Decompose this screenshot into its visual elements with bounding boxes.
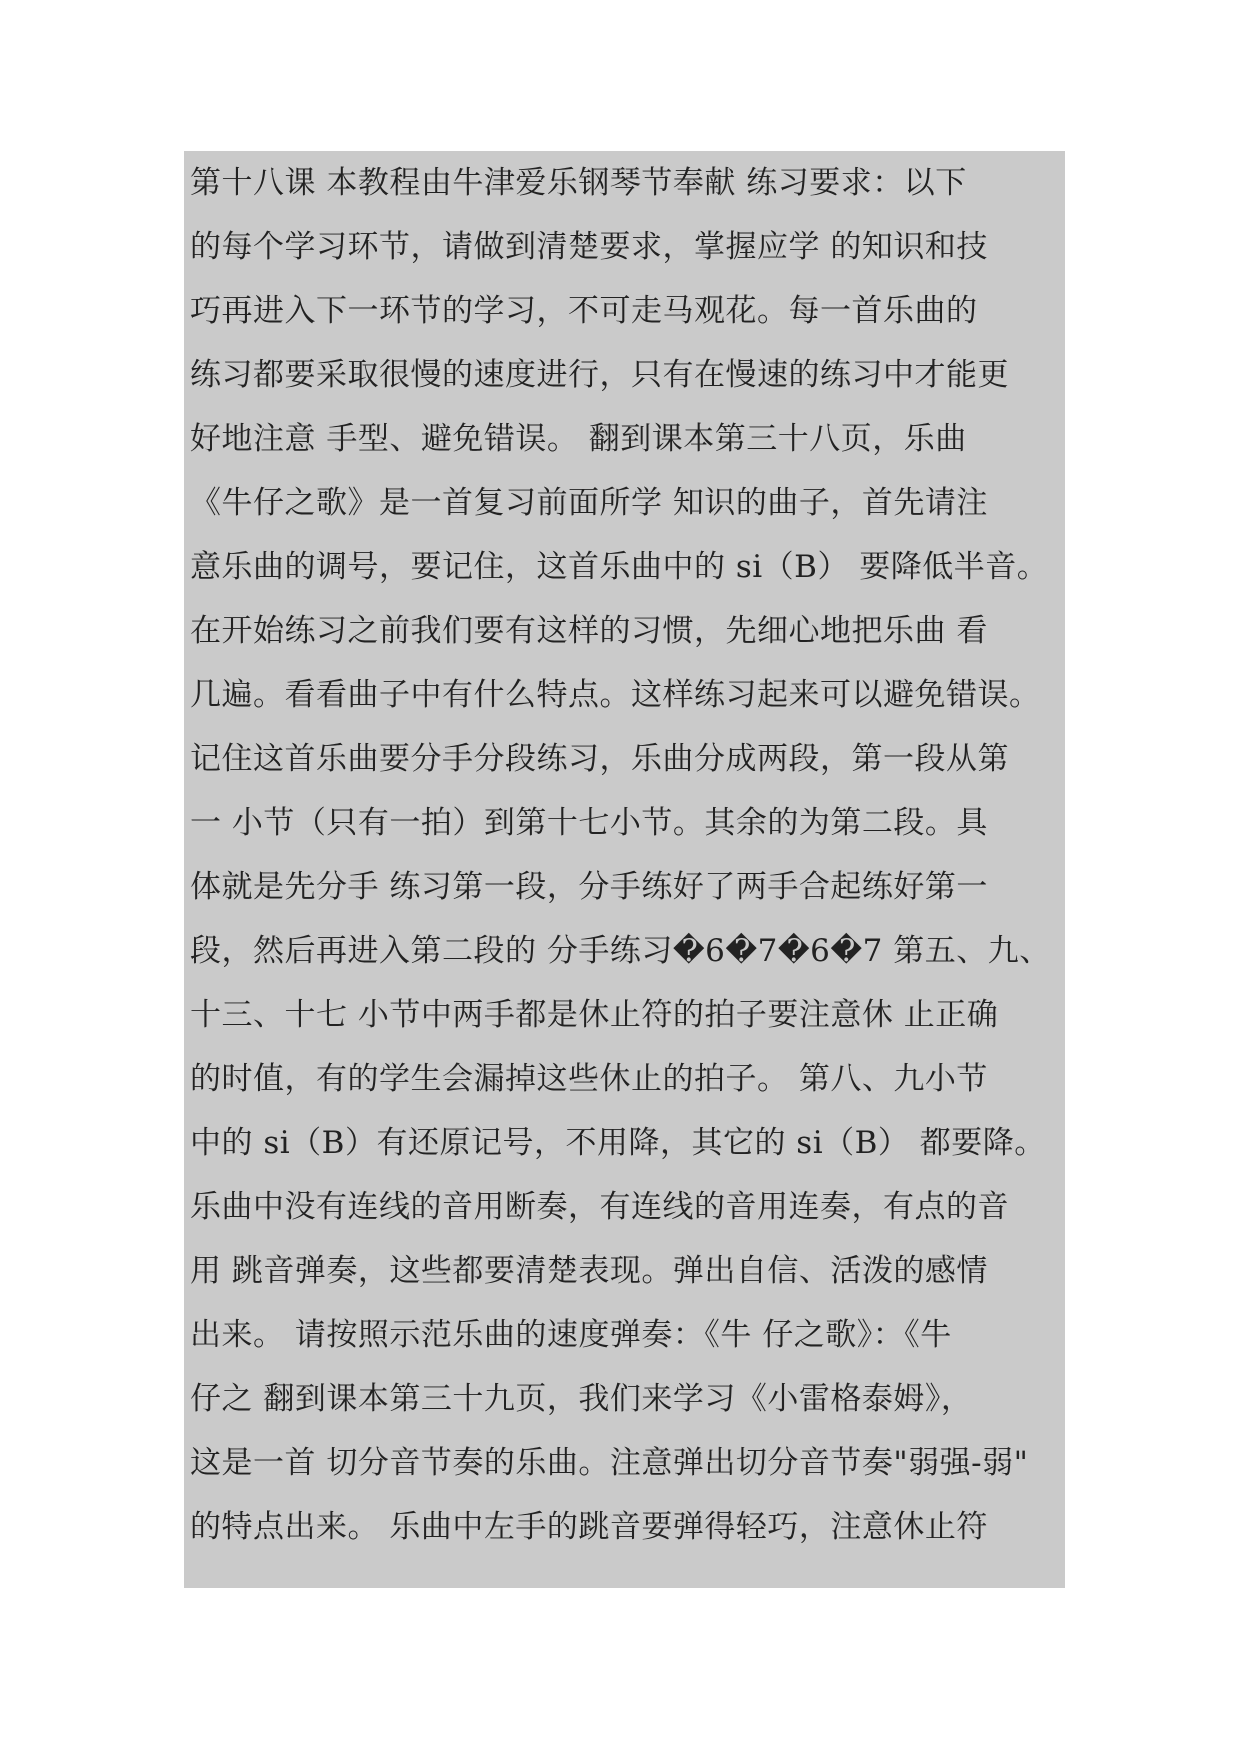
text-line-5: 好地注意 手型、避免错误。 翻到课本第三十八页，乐曲 [190, 421, 967, 457]
text-line-1: 第十八课 本教程由牛津爱乐钢琴节奉献 练习要求：以下 [190, 165, 967, 201]
text-line-3: 巧再进入下一环节的学习，不可走马观花。每一首乐曲的 [190, 293, 978, 329]
text-line-8: 在开始练习之前我们要有这样的习惯，先细心地把乐曲 看 [190, 613, 988, 649]
text-line-16: 中的 si（B）有还原记号，不用降，其它的 si（B） 都要降。 [190, 1125, 1046, 1161]
text-line-21: 这是一首 切分音节奏的乐曲。注意弹出切分音节奏"弱强-弱" [190, 1445, 1029, 1481]
text-line-15: 的时值，有的学生会漏掉这些休止的拍子。 第八、九小节 [190, 1061, 988, 1097]
text-line-11: 一 小节（只有一拍）到第十七小节。其余的为第二段。具 [190, 805, 988, 841]
text-line-20: 仔之 翻到课本第三十九页，我们来学习《小雷格泰姆》， [190, 1381, 973, 1417]
text-line-19: 出来。 请按照示范乐曲的速度弹奏：《牛 仔之歌》：《牛 [190, 1317, 952, 1353]
text-line-17: 乐曲中没有连线的音用断奏，有连线的音用连奏，有点的音 [190, 1189, 1009, 1225]
text-line-18: 用 跳音弹奏，这些都要清楚表现。弹出自信、活泼的感情 [190, 1253, 988, 1289]
text-line-10: 记住这首乐曲要分手分段练习，乐曲分成两段，第一段从第 [190, 741, 1009, 777]
text-line-2: 的每个学习环节，请做到清楚要求，掌握应学 的知识和技 [190, 229, 988, 265]
text-line-6: 《牛仔之歌》是一首复习前面所学 知识的曲子，首先请注 [190, 485, 988, 521]
text-line-22: 的特点出来。 乐曲中左手的跳音要弹得轻巧，注意休止符 [190, 1509, 988, 1545]
text-line-12: 体就是先分手 练习第一段，分手练好了两手合起练好第一 [190, 869, 988, 905]
text-line-7: 意乐曲的调号，要记住，这首乐曲中的 si（B） 要降低半音。 [190, 549, 1049, 585]
text-line-14: 十三、十七 小节中两手都是休止符的拍子要注意休 止正确 [190, 997, 999, 1033]
text-line-9: 几遍。看看曲子中有什么特点。这样练习起来可以避免错误。 [190, 677, 1041, 713]
text-line-4: 练习都要采取很慢的速度进行，只有在慢速的练习中才能更 [190, 357, 1009, 393]
text-line-13: 段，然后再进入第二段的 分手练习�6�7�6�7 第五、九、 [190, 933, 1051, 969]
document-text-block [184, 151, 1065, 1588]
